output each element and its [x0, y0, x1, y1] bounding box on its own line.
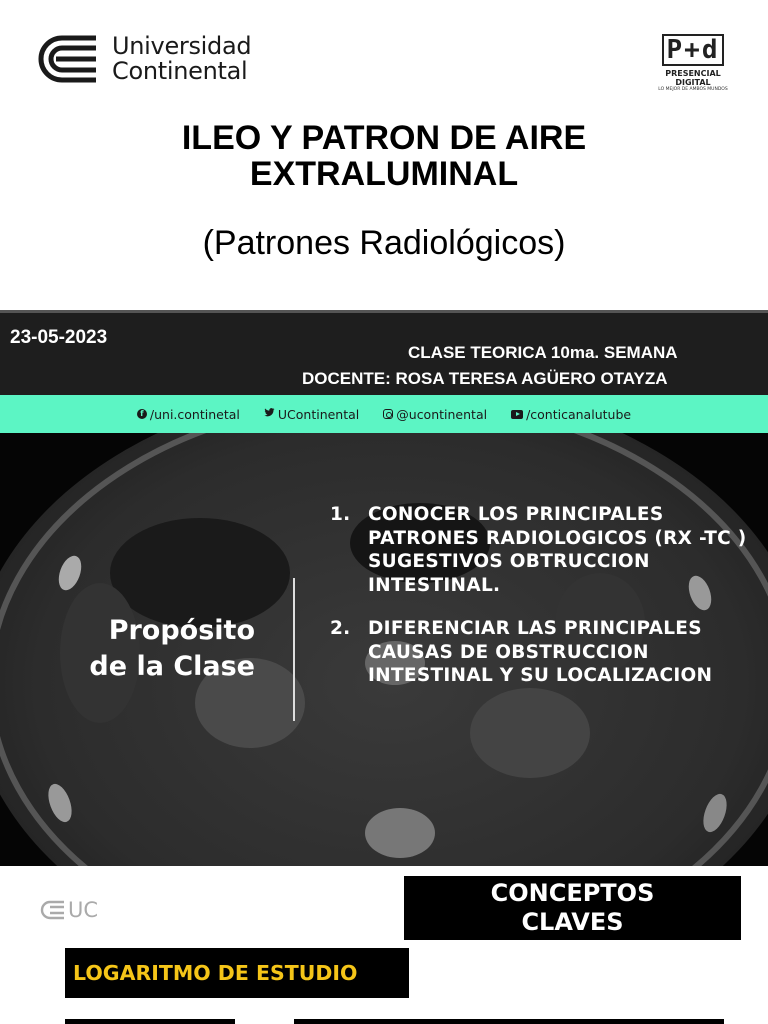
objective-text: CONOCER LOS PRINCIPALES PATRONES RADIOLOGICOS (RX -TC ) SUGESTIVOS OBTRUCCION INTESTINAL.	[368, 504, 747, 596]
uc-small-text: UC	[68, 898, 99, 922]
bottom-bar-right	[294, 1019, 724, 1024]
objective-number: 2.	[330, 618, 351, 639]
social-link-twitter[interactable]	[264, 407, 359, 422]
social-label: @ucontinental	[396, 406, 488, 422]
uc-small-logo	[38, 898, 98, 922]
objective-text: DIFERENCIAR LAS PRINCIPALES CAUSAS DE OBSTRUCCION INTESTINAL Y SU LOCALIZACION	[368, 618, 713, 686]
purpose-line1: Propósito	[108, 615, 255, 646]
instagram-icon	[383, 409, 393, 419]
objective-number: 1.	[330, 504, 351, 525]
uc-small-logo-icon	[38, 900, 64, 920]
study-algorithm-box: LOGARITMO DE ESTUDIO	[65, 948, 409, 998]
class-date: 23-05-2023	[10, 327, 108, 348]
page-subtitle: (Patrones Radiológicos)	[202, 224, 566, 262]
title-line1: ILEO Y PATRON DE AIRE	[181, 119, 587, 157]
university-name-line2: Continental	[112, 57, 248, 85]
social-label: /uni.continetal	[149, 406, 240, 422]
class-week: CLASE TEORICA 10ma. SEMANA	[408, 343, 678, 362]
social-links-band	[0, 395, 768, 433]
social-link-facebook[interactable]	[137, 407, 240, 422]
university-logo-icon	[32, 34, 100, 84]
page-title	[84, 120, 684, 192]
facebook-icon: f	[137, 409, 147, 419]
pd-logo-mark: P+d	[662, 34, 725, 66]
purpose-heading	[40, 613, 255, 685]
university-name	[112, 34, 251, 84]
youtube-icon	[511, 410, 523, 419]
pd-logo-line1: PRESENCIAL DIGITAL	[665, 69, 721, 87]
social-link-instagram[interactable]	[383, 407, 487, 422]
university-logo	[32, 34, 251, 84]
social-label: UContinental	[277, 406, 360, 422]
bottom-bar-left	[65, 1019, 235, 1024]
university-name-line1: Universidad	[112, 32, 252, 60]
objectives-list	[330, 503, 760, 708]
objective-item	[330, 503, 760, 597]
key-concepts-line2: CLAVES	[521, 908, 624, 936]
title-line2: EXTRALUMINAL	[249, 155, 519, 193]
purpose-line2: de la Clase	[89, 651, 255, 682]
key-concepts-box	[404, 876, 741, 940]
purpose-divider	[293, 578, 295, 721]
teacher-name: DOCENTE: ROSA TERESA AGÜERO OTAYZA	[302, 369, 668, 388]
pd-logo-line2: LO MEJOR DE AMBOS MUNDOS	[658, 87, 728, 92]
objective-item	[330, 617, 760, 688]
key-concepts-line1: CONCEPTOS	[490, 879, 655, 907]
presencial-digital-logo	[652, 34, 734, 92]
social-label: /conticanalutube	[526, 406, 632, 422]
twitter-icon	[264, 408, 275, 420]
info-band	[0, 310, 768, 395]
social-link-youtube[interactable]	[511, 407, 631, 422]
ct-scan-background	[0, 433, 768, 866]
